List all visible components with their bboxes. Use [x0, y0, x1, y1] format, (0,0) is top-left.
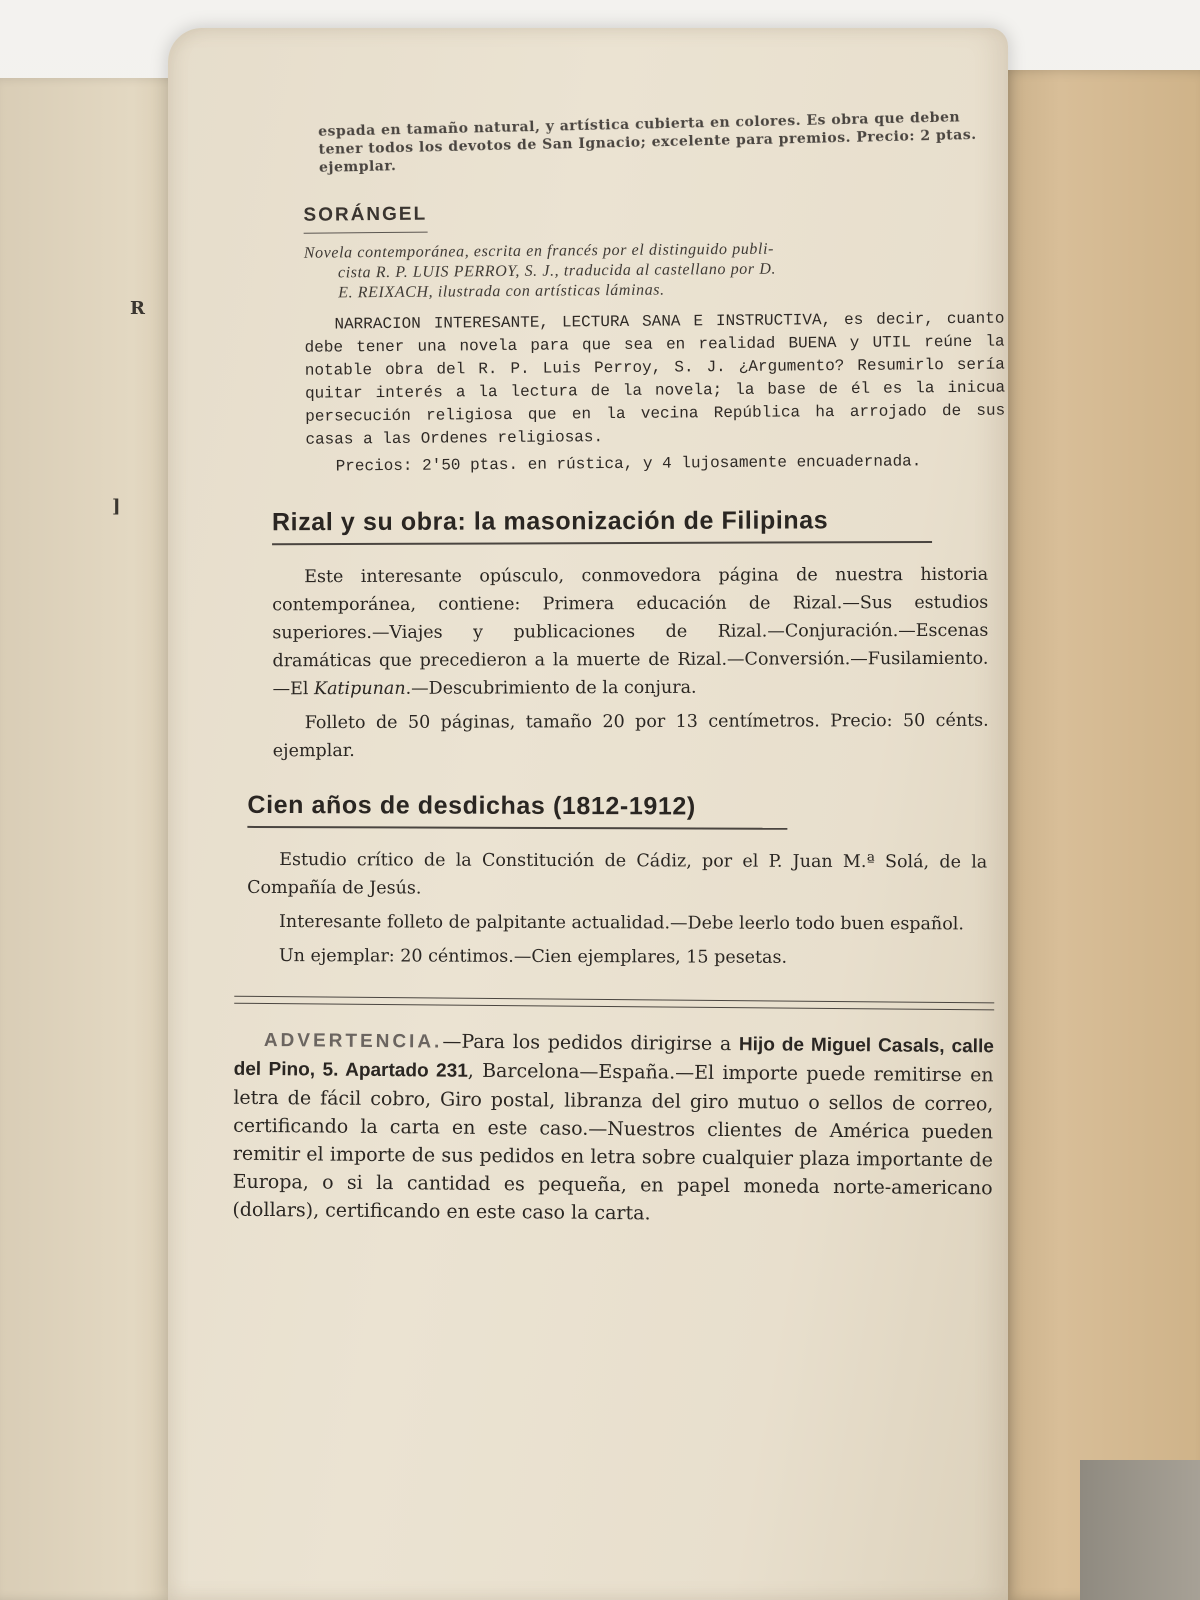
- cien-line3: Un ejemplar: 20 céntimos.—Cien ejemplares, 15 pesetas.: [278, 946, 788, 968]
- rizal-body-italic: Katipunan: [313, 678, 406, 700]
- sorangel-note-line2: cista R. P. LUIS PERROY, S. J., traducida al castellano por D.: [337, 260, 777, 282]
- rizal-body: [272, 561, 989, 765]
- page-content: [232, 109, 1006, 1235]
- sorangel-note-line3: E. REIXACH, ilustrada con artísticas láminas.: [338, 281, 665, 302]
- rizal-section: [272, 506, 993, 766]
- cien-body: [247, 846, 987, 973]
- advertencia-text1: —Para los pedidos dirigirse a: [442, 1030, 740, 1056]
- rizal-body-part1: Este interesante opúsculo, conmovedora página de nuestra historia contemporánea, contiene: Primera educación de Rizal.—Sus estudios superiores.—Viajes y publicaciones de Rizal.—Conjuración.—Escenas dramáticas que precedieron a la muerte de Rizal.—Conversión.—Fusilamiento.—El: [272, 564, 989, 700]
- rizal-title: Rizal y su obra: la masonización de Filipinas: [271, 506, 829, 537]
- book-cover-left: [0, 78, 190, 1600]
- intro-fragment: espada en tamaño natural, y artística cubierta en colores. Es obra que deben tener todos los devotos de San Ignacio; excelente para premios. Precio: 2 ptas. ejemplar.: [318, 109, 977, 176]
- sorangel-note: [304, 238, 1004, 304]
- margin-mark-r: R: [130, 298, 145, 319]
- rizal-rule: [272, 541, 932, 545]
- cien-line1: Estudio crítico de la Constitución de Cádiz, por el P. Juan M.ª Solá, de la Compañía de Jesús.: [247, 850, 988, 899]
- rizal-body-part2: .—Descubrimiento de la conjura.: [405, 677, 697, 699]
- margin-mark-bracket: ]: [112, 496, 121, 517]
- sorangel-price: Precios: 2'50 ptas. en rústica, y 4 lujosamente encuadernada.: [335, 452, 922, 476]
- advertencia-rule: [234, 996, 994, 1011]
- book-page: [168, 28, 1008, 1600]
- sorangel-section: [303, 171, 1006, 479]
- advertencia-text: [232, 1026, 994, 1231]
- sorangel-note-line1: Novela contemporánea, escrita en francés por el distinguido publi-: [303, 240, 775, 262]
- sorangel-body: NARRACION INTERESANTE, LECTURA SANA E INSTRUCTIVA, es decir, cuanto debe tener una novela para que sea en realidad BUENA y UTIL reúne la notable obra del R. P. Luis Perroy, S. J. ¿Argumento? Resumirlo sería quitar interés a la lectura de la novela; la base de él es la inicua persecución religiosa que en la vecina República ha arrojado de sus casas a las Ordenes religiosas.: [304, 309, 1006, 449]
- book-cover-right: [1000, 70, 1200, 1600]
- cien-section: [247, 791, 988, 973]
- advertencia-text2: , Barcelona—España.—El importe puede remitirse en letra de fácil cobro, Giro postal, libranza del giro mutuo o sellos de correo, certificando la carta en este caso.—Nuestros clientes de América pueden remitir el importe de sus pedidos en letra sobre cualquier plaza importante de Europa, o si la cantidad es pequeña, en papel moneda norte-americano (dollars), certificando en este caso la carta.: [232, 1059, 994, 1225]
- cien-rule: [247, 826, 787, 830]
- cien-title: Cien años de desdichas (1812-1912): [247, 790, 696, 821]
- rizal-price: Folleto de 50 páginas, tamaño 20 por 13 centímetros. Precio: 50 cénts. ejemplar.: [272, 710, 989, 762]
- advertencia-lead: ADVERTENCIA.: [263, 1029, 443, 1053]
- advertencia-address: Hijo de Miguel Casals, calle del Pino, 5. Apartado 231: [233, 1034, 994, 1082]
- advertencia-section: [232, 996, 994, 1231]
- book-cover-edge: [1080, 1460, 1200, 1600]
- rizal-description: [272, 561, 988, 703]
- sorangel-title: SORÁNGEL: [303, 204, 427, 234]
- cien-line2: Interesante folleto de palpitante actualidad.—Debe leerlo todo buen español.: [278, 912, 964, 935]
